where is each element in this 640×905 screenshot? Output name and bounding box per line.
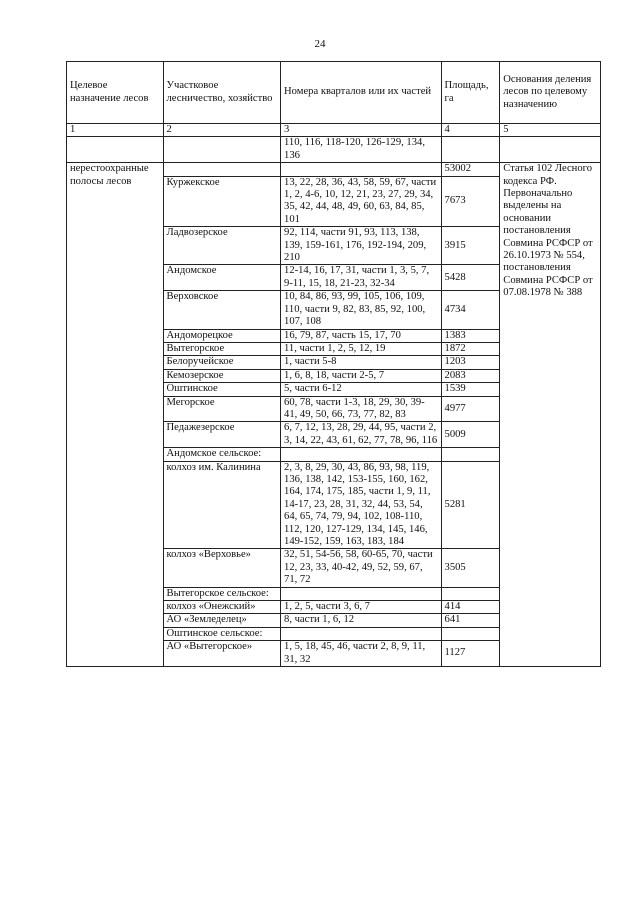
quarter-numbers: 60, 78, части 1-3, 18, 29, 30, 39-41, 49, 50, 66, 73, 77, 82, 83 bbox=[281, 396, 442, 422]
forestry-name: Оштинское сельское: bbox=[163, 627, 281, 640]
column-number: 4 bbox=[441, 124, 500, 137]
empty-cell bbox=[163, 137, 281, 163]
header-cell: Основания деления лесов по целевому назначению bbox=[500, 62, 601, 124]
quarter-numbers bbox=[281, 448, 442, 461]
area-value bbox=[441, 627, 500, 640]
quarter-numbers: 6, 7, 12, 13, 28, 29, 44, 95, части 2, 3, 14, 22, 43, 61, 62, 77, 78, 96, 116 bbox=[281, 422, 442, 448]
forestry-name: Педажезерское bbox=[163, 422, 281, 448]
quarter-numbers: 1, 6, 8, 18, части 2-5, 7 bbox=[281, 369, 442, 382]
area-value: 1203 bbox=[441, 356, 500, 369]
quarter-numbers bbox=[281, 587, 442, 600]
area-value: 1539 bbox=[441, 383, 500, 396]
forestry-name: Вытегорское сельское: bbox=[163, 587, 281, 600]
area-value: 641 bbox=[441, 614, 500, 627]
quarter-numbers bbox=[281, 627, 442, 640]
area-value: 4977 bbox=[441, 396, 500, 422]
quarter-numbers: 8, части 1, 6, 12 bbox=[281, 614, 442, 627]
quarter-numbers: 1, 5, 18, 45, 46, части 2, 8, 9, 11, 31, 32 bbox=[281, 641, 442, 667]
forestry-name: Оштинское bbox=[163, 383, 281, 396]
forestry-name: АО «Вытегорское» bbox=[163, 641, 281, 667]
quarter-numbers: 1, части 5-8 bbox=[281, 356, 442, 369]
quarter-numbers: 16, 79, 87, часть 15, 17, 70 bbox=[281, 329, 442, 342]
forestry-name: колхоз им. Калинина bbox=[163, 461, 281, 549]
area-value: 5281 bbox=[441, 461, 500, 549]
quarter-numbers: 92, 114, части 91, 93, 113, 138, 139, 159-161, 176, 192-194, 209, 210 bbox=[281, 227, 442, 265]
forestry-name: АО «Земледелец» bbox=[163, 614, 281, 627]
column-number-row bbox=[67, 124, 601, 137]
area-value: 3915 bbox=[441, 227, 500, 265]
area-value: 1383 bbox=[441, 329, 500, 342]
area-value: 7673 bbox=[441, 176, 500, 227]
area-value: 3505 bbox=[441, 549, 500, 587]
area-value: 1872 bbox=[441, 342, 500, 355]
area-value: 414 bbox=[441, 601, 500, 614]
quarter-numbers: 10, 84, 86, 93, 99, 105, 106, 109, 110, части 9, 82, 83, 85, 92, 100, 107, 108 bbox=[281, 291, 442, 329]
quarter-numbers: 13, 22, 28, 36, 43, 58, 59, 67, части 1, 2, 4-6, 10, 12, 21, 23, 27, 29, 34, 35, 42, 44, 48, 49, 60, 63, 84, 85, 101 bbox=[281, 176, 442, 227]
quarter-numbers: 1, 2, 5, части 3, 6, 7 bbox=[281, 601, 442, 614]
empty-cell bbox=[441, 137, 500, 163]
page-number: 24 bbox=[314, 38, 326, 50]
quarter-numbers: 12-14, 16, 17, 31, части 1, 3, 5, 7, 9-11, 15, 18, 21-23, 32-34 bbox=[281, 265, 442, 291]
forestry-name: Андомское bbox=[163, 265, 281, 291]
header-cell: Участковое лесничество, хозяйство bbox=[163, 62, 281, 124]
area-value: 5009 bbox=[441, 422, 500, 448]
forestry-name: Белоручейское bbox=[163, 356, 281, 369]
forestry-name: Вытегорское bbox=[163, 342, 281, 355]
forestry-name: колхоз «Онежский» bbox=[163, 601, 281, 614]
column-number: 2 bbox=[163, 124, 281, 137]
area-value: 5428 bbox=[441, 265, 500, 291]
total-area: 53002 bbox=[441, 163, 500, 176]
quarter-numbers: 11, части 1, 2, 5, 12, 19 bbox=[281, 342, 442, 355]
forest-purpose-table bbox=[66, 61, 601, 667]
area-value: 4734 bbox=[441, 291, 500, 329]
forestry-name: Ладвозерское bbox=[163, 227, 281, 265]
header-row bbox=[67, 62, 601, 124]
column-number: 1 bbox=[67, 124, 164, 137]
forestry-name: Кемозерское bbox=[163, 369, 281, 382]
header-cell: Площадь, га bbox=[441, 62, 500, 124]
header-cell: Номера кварталов или их частей bbox=[281, 62, 442, 124]
continuation-row bbox=[67, 137, 601, 163]
area-value bbox=[441, 587, 500, 600]
forestry-name: колхоз «Верховье» bbox=[163, 549, 281, 587]
area-value: 1127 bbox=[441, 641, 500, 667]
forestry-name: Андоморецкое bbox=[163, 329, 281, 342]
header-cell: Целевое назначение лесов bbox=[67, 62, 164, 124]
area-value: 2083 bbox=[441, 369, 500, 382]
quarter-numbers: 32, 51, 54-56, 58, 60-65, 70, части 12, 23, 33, 40-42, 49, 52, 59, 67, 71, 72 bbox=[281, 549, 442, 587]
empty-cell bbox=[67, 137, 164, 163]
quarter-numbers: 5, части 6-12 bbox=[281, 383, 442, 396]
empty-cell bbox=[163, 163, 281, 176]
quarter-numbers: 2, 3, 8, 29, 30, 43, 86, 93, 98, 119, 136, 138, 142, 153-155, 160, 162, 164, 174, 175, 185, части 1, 9, 11, 14-17, 23, 28, 31, 32, 44, 53, 54, 64, 65, 74, 79, 94, 102, 108-110, 112, 120, 127-129, 134, 145, 146, 149-152, 159, 163, 183, 184 bbox=[281, 461, 442, 549]
forestry-name: Куржекское bbox=[163, 176, 281, 227]
forestry-name: Мегорское bbox=[163, 396, 281, 422]
column-number: 5 bbox=[500, 124, 601, 137]
empty-cell bbox=[500, 137, 601, 163]
purpose-row bbox=[67, 163, 601, 176]
area-value bbox=[441, 448, 500, 461]
column-number: 3 bbox=[281, 124, 442, 137]
division-basis: Статья 102 Лесного кодекса РФ. Первоначально выделены на основании постановления Совмина РСФСР от 26.10.1973 № 554, постановления Совмина РСФСР от 07.08.1978 № 388 bbox=[500, 163, 601, 667]
quarter-numbers: 110, 116, 118-120, 126-129, 134, 136 bbox=[281, 137, 442, 163]
empty-cell bbox=[281, 163, 442, 176]
forestry-name: Андомское сельское: bbox=[163, 448, 281, 461]
forestry-name: Верховское bbox=[163, 291, 281, 329]
forest-purpose: нерестоохранные полосы лесов bbox=[67, 163, 164, 667]
